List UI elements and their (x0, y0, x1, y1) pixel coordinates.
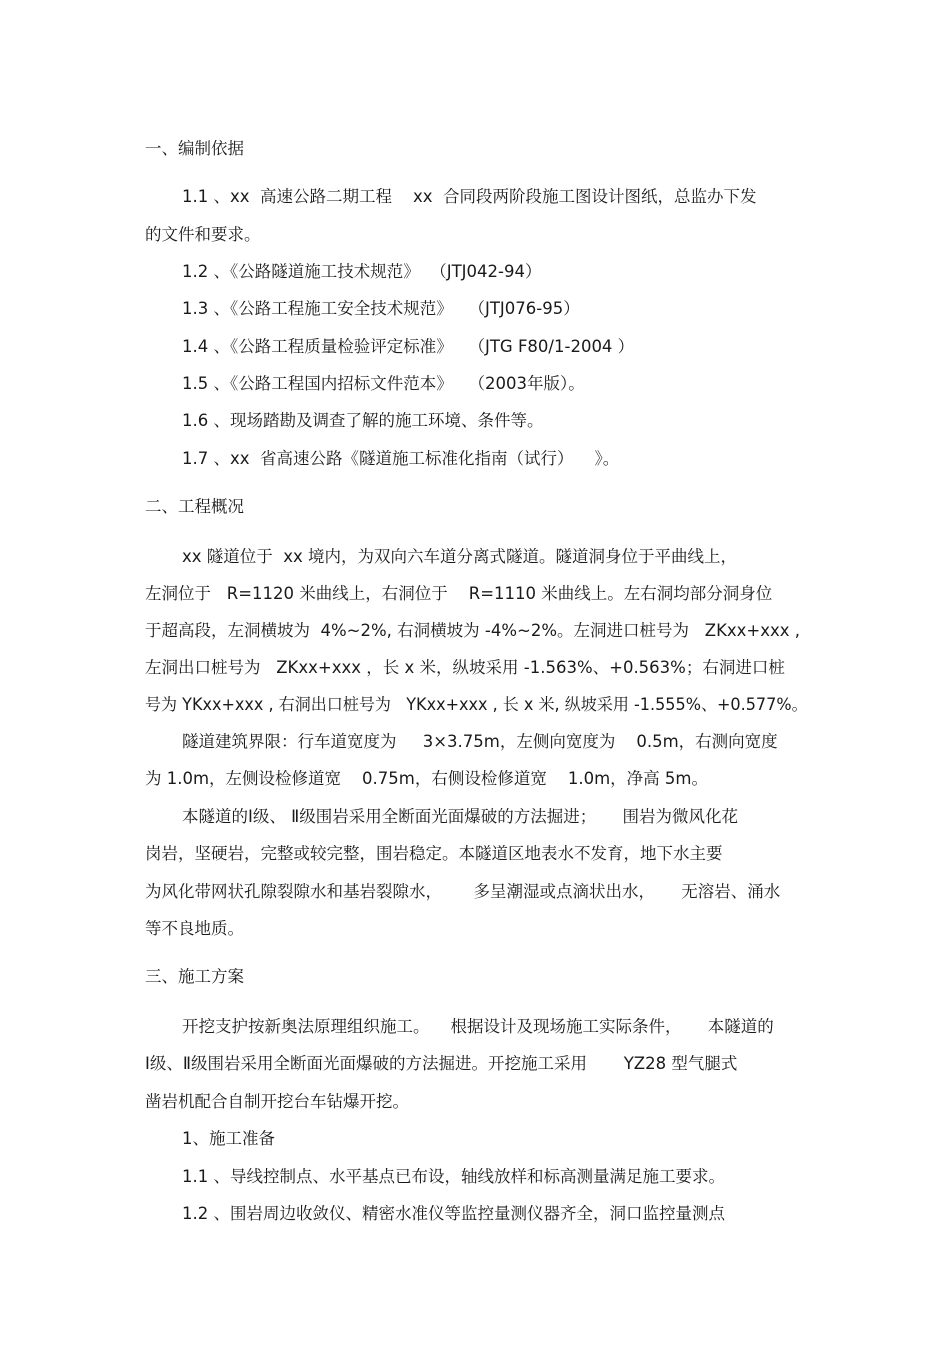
paragraph-line: 为风化带网状孔隙裂隙水和基岩裂隙水， 多呈潮湿或点滴状出水， 无溶岩、涌水 (145, 882, 781, 901)
paragraph-line: 1.1 、xx 高速公路二期工程 xx 合同段两阶段施工图设计图纸，总监办下发 (182, 187, 757, 206)
subsection-heading: 1、施工准备 (182, 1129, 275, 1148)
paragraph-line: 1.4 、《公路工程质量检验评定标准》 （JTG F80/1-2004 ） (182, 337, 635, 356)
paragraph-line: 岗岩，坚硬岩，完整或较完整，围岩稳定。本隧道区地表水不发育，地下水主要 (145, 844, 723, 863)
paragraph-line: 1.7 、xx 省高速公路《隧道施工标准化指南（试行） 》。 (182, 449, 620, 468)
section-heading-1: 一、编制依据 (145, 139, 244, 158)
paragraph-line: 1.5 、《公路工程国内招标文件范本》 （2003年版）。 (182, 374, 585, 393)
paragraph-line: 开挖支护按新奥法原理组织施工。 根据设计及现场施工实际条件， 本隧道的 (182, 1017, 774, 1036)
paragraph-line: 本隧道的Ⅰ级、 Ⅱ级围岩采用全断面光面爆破的方法掘进； 围岩为微风化花 (182, 807, 738, 826)
paragraph-line: 凿岩机配合自制开挖台车钻爆开挖。 (145, 1092, 409, 1111)
paragraph-line: 号为 YKxx+xxx , 右洞出口桩号为 YKxx+xxx , 长 x 米, 纵坡采用 -1.555%、+0.577%。 (145, 695, 808, 714)
paragraph-line: 左洞位于 R=1120 米曲线上，右洞位于 R=1110 米曲线上。左右洞均部分洞身位 (145, 584, 773, 603)
paragraph-line: 左洞出口桩号为 ZKxx+xxx ，长 x 米，纵坡采用 -1.563%、+0.563%；右洞进口桩 (145, 658, 785, 677)
paragraph-line: 的文件和要求。 (145, 225, 261, 244)
paragraph-line: 于超高段，左洞横坡为 4%~2%, 右洞横坡为 -4%~2%。左洞进口桩号为 ZKxx+xxx , (145, 621, 801, 640)
paragraph-line: 1.3 、《公路工程施工安全技术规范》 （JTJ076-95） (182, 299, 580, 318)
paragraph-line: xx 隧道位于 xx 境内，为双向六车道分离式隧道。隧道洞身位于平曲线上， (182, 547, 738, 566)
section-heading-3: 三、施工方案 (145, 967, 244, 986)
paragraph-line: Ⅰ级、Ⅱ级围岩采用全断面光面爆破的方法掘进。开挖施工采用 YZ28 型气腿式 (145, 1054, 738, 1073)
paragraph-line: 1.6 、现场踏勘及调查了解的施工环境、条件等。 (182, 411, 544, 430)
paragraph-line: 1.2 、围岩周边收敛仪、精密水准仪等监控量测仪器齐全，洞口监控量测点 (182, 1204, 725, 1223)
paragraph-line: 隧道建筑界限：行车道宽度为 3×3.75m，左侧向宽度为 0.5m，右测向宽度 (182, 732, 778, 751)
paragraph-line: 1.2 、《公路隧道施工技术规范》 （JTJ042-94） (182, 262, 542, 281)
paragraph-line: 等不良地质。 (145, 919, 244, 938)
paragraph-line: 1.1 、导线控制点、水平基点已布设，轴线放样和标高测量满足施工要求。 (182, 1167, 725, 1186)
section-heading-2: 二、工程概况 (145, 497, 244, 516)
paragraph-line: 为 1.0m，左侧设检修道宽 0.75m，右侧设检修道宽 1.0m，净高 5m。 (145, 769, 708, 788)
